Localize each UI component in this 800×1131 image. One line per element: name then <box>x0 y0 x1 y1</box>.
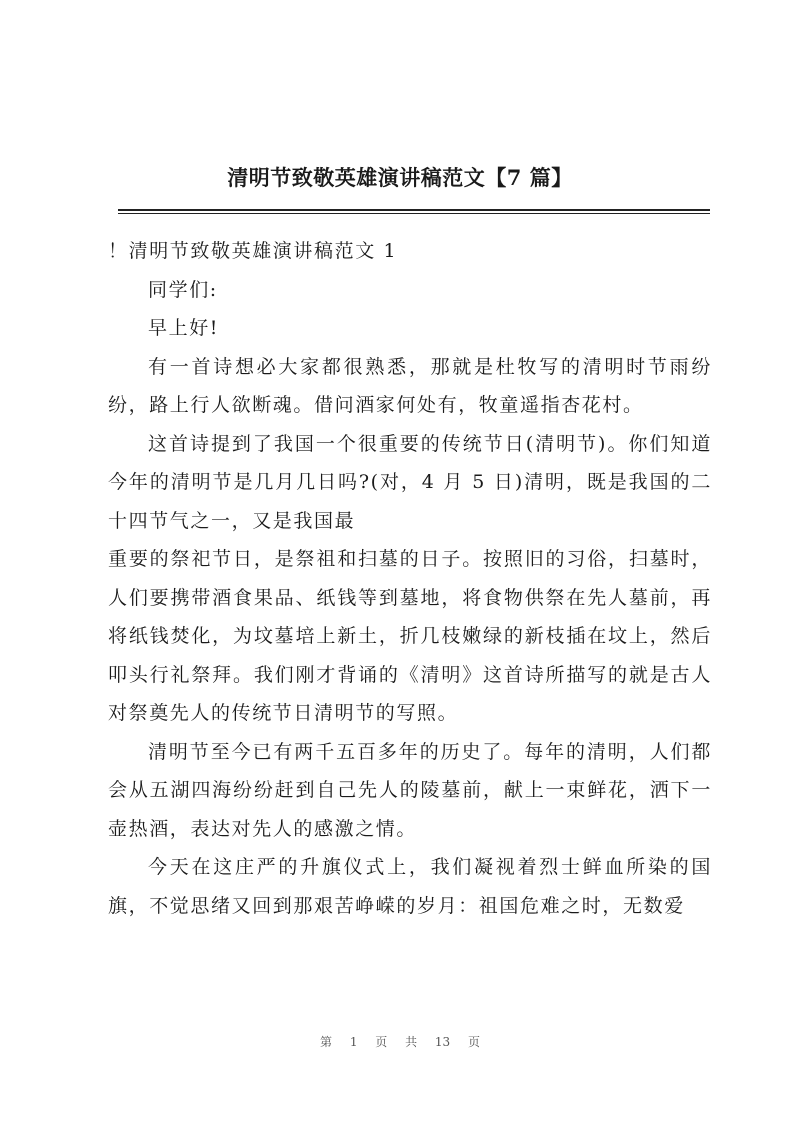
paragraph: 早上好! <box>148 317 220 339</box>
paragraph: 这首诗提到了我国一个很重要的传统节日(清明节)。你们知道今年的清明节是几月几日吗?(对，4 月 5 日)清明，既是我国的二十四节气之一，又是我国最 <box>108 432 712 532</box>
page-number-footer: 第 1 页 共 13 页 <box>320 1035 480 1049</box>
paragraph: 重要的祭祀节日，是祭祖和扫墓的日子。按照旧的习俗，扫墓时，人们要携带酒食果品、纸钱等到墓地，将食物供祭在先人墓前，再将纸钱焚化，为坟墓培上新土，折几枝嫩绿的新枝插在坟上，然后叩头行礼祭拜。我们刚才背诵的《清明》这首诗所描写的就是古人对祭奠先人的传统节日清明节的写照。 <box>108 548 712 724</box>
paragraph: 同学们: <box>148 278 218 301</box>
title-divider-thin <box>118 213 710 214</box>
paragraph: 有一首诗想必大家都很熟悉，那就是杜牧写的清明时节雨纷纷，路上行人欲断魂。借问酒家何处有，牧童遥指杏花村。 <box>108 355 712 416</box>
title-divider <box>118 209 710 211</box>
section-heading: ！清明节致敬英雄演讲稿范文 1 <box>108 240 398 262</box>
document-body <box>108 232 712 925</box>
paragraph: 清明节至今已有两千五百多年的历史了。每年的清明，人们都会从五湖四海纷纷赶到自己先人的陵墓前，献上一束鲜花，洒下一壶热酒，表达对先人的感激之情。 <box>108 740 712 840</box>
document-title: 清明节致敬英雄演讲稿范文【7 篇】 <box>227 165 573 190</box>
paragraph: 今天在这庄严的升旗仪式上，我们凝视着烈士鲜血所染的国旗，不觉思绪又回到那艰苦峥嵘的岁月：祖国危难之时，无数爱 <box>108 856 712 917</box>
